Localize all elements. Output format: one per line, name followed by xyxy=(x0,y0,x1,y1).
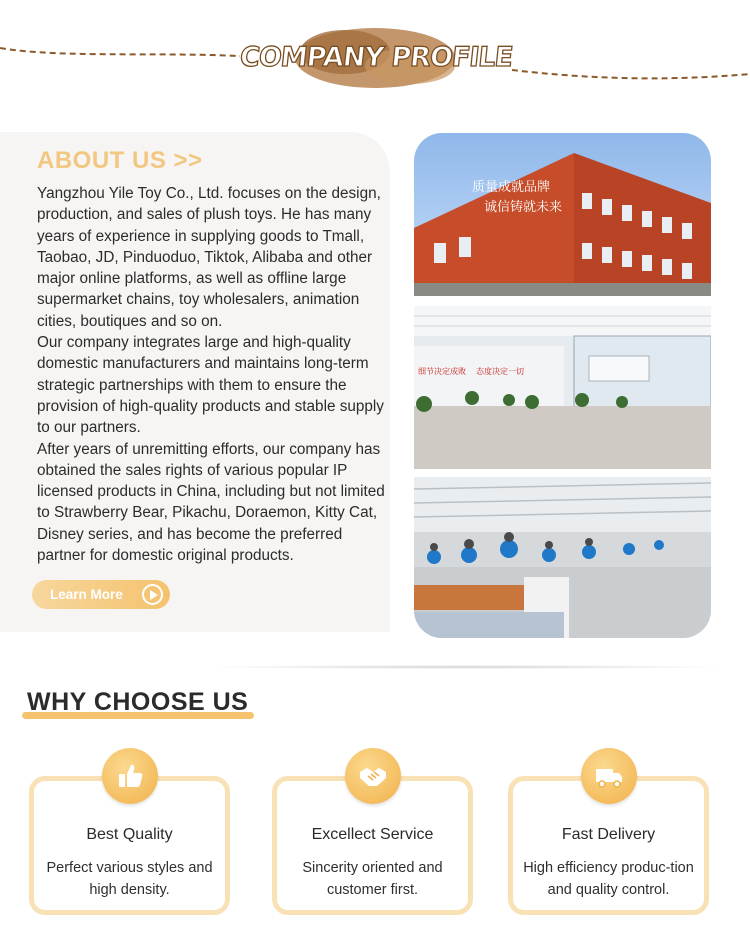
feature-card-title: Excellect Service xyxy=(311,826,434,843)
about-body xyxy=(37,183,389,566)
office-sign-left: 细节决定成败 xyxy=(418,367,466,376)
feature-card-text: Perfect various styles and high density. xyxy=(46,860,213,898)
thumbs-up-icon xyxy=(102,748,158,804)
section-divider xyxy=(200,665,730,669)
about-title: ABOUT US >> xyxy=(37,147,203,174)
delivery-truck-icon xyxy=(581,748,637,804)
building-sign-top: 质量成就品牌 xyxy=(472,180,551,195)
handshake-icon xyxy=(345,748,401,804)
feature-card-title: Best Quality xyxy=(86,826,173,843)
play-arrow-icon xyxy=(142,584,163,605)
office-lobby-photo xyxy=(414,306,711,469)
why-title: WHY CHOOSE US xyxy=(27,688,249,716)
feature-card-text: Sincerity oriented and customer first. xyxy=(302,860,443,898)
office-sign-right: 态度决定一切 xyxy=(476,367,524,376)
building-sign-bottom: 诚信铸就未来 xyxy=(484,200,563,215)
learn-more-button[interactable] xyxy=(32,580,170,609)
page-title: COMPANY PROFILE xyxy=(238,42,514,73)
feature-card-text: High efficiency produc-tion and quality control. xyxy=(523,860,694,898)
about-paragraph: Our company integrates large and high-quality domestic manufacturers and maintains long-term strategic partnerships with them to ensure the provision of high-quality products and stable supply to our partners. xyxy=(37,334,384,437)
workshop-photo xyxy=(414,477,711,638)
page-header xyxy=(0,0,750,110)
feature-card-title: Fast Delivery xyxy=(561,826,656,843)
about-paragraph: Yangzhou Yile Toy Co., Ltd. focuses on the design, production, and sales of plush toys. He has many years of experience in supplying goods to Tmall, Taobao, JD, Pinduoduo, Tiktok, Alibaba and other major online platforms, as well as offline large supermarket chains, toy wholesalers, animation cities, boutiques and so on. xyxy=(37,185,381,330)
learn-more-label: Learn More xyxy=(50,587,123,602)
about-paragraph: After years of unremitting efforts, our company has obtained the sales rights of various popular IP licensed products in China, including but not limited to Strawberry Bear, Pikachu, Doraemon, Kitty Cat, Disney series, and has become the preferred partner for domestic original products. xyxy=(37,440,385,565)
factory-building-photo xyxy=(414,133,711,296)
